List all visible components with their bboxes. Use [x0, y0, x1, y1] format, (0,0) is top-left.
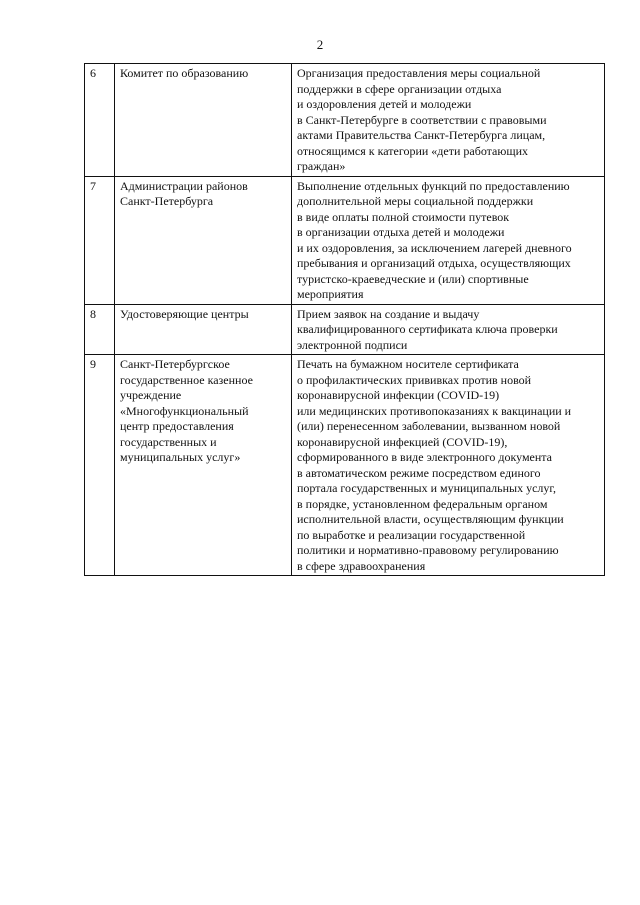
row-number: 6 [85, 64, 115, 177]
table-row [85, 64, 605, 177]
service-cell: Выполнение отдельных функций по предоставлению дополнительной меры социальной поддержки в виде оплаты полной стоимости путевок в организации отдыха детей и молодежи и их оздоровления, за исключением лагерей дневного пребывания и организаций отдыха, осуществляющих туристско-краеведческие и (или) спортивные мероприятия [292, 176, 605, 304]
table-row [85, 304, 605, 355]
page-number: 2 [316, 37, 324, 52]
service-cell: Прием заявок на создание и выдачу квалифицированного сертификата ключа проверки электронной подписи [292, 304, 605, 355]
services-table [84, 63, 605, 576]
row-number: 7 [85, 176, 115, 304]
service-cell: Печать на бумажном носителе сертификата о профилактических прививках против новой коронавирусной инфекции (COVID-19) или медицинских противопоказаниях к вакцинации и (или) перенесенном заболевании, вызванном новой коронавирусной инфекцией (COVID-19), сформированного в виде электронного документа в автоматическом режиме посредством единого портала государственных и муниципальных услуг, в порядке, установленном федеральным органом исполнительной власти, осуществляющим функции по выработке и реализации государственной политики и нормативно-правовому регулированию в сфере здравоохранения [292, 355, 605, 576]
organization-cell: Комитет по образованию [115, 64, 292, 177]
row-number: 9 [85, 355, 115, 576]
service-cell: Организация предоставления меры социальной поддержки в сфере организации отдыха и оздоровления детей и молодежи в Санкт-Петербурге в соответствии с правовыми актами Правительства Санкт-Петербурга лицам, относящимся к категории «дети работающих граждан» [292, 64, 605, 177]
organization-cell: Санкт-Петербургское государственное казенное учреждение «Многофункциональный центр предоставления государственных и муниципальных услуг» [115, 355, 292, 576]
table-row [85, 355, 605, 576]
row-number: 8 [85, 304, 115, 355]
table-row [85, 176, 605, 304]
organization-cell: Администрации районов Санкт-Петербурга [115, 176, 292, 304]
organization-cell: Удостоверяющие центры [115, 304, 292, 355]
